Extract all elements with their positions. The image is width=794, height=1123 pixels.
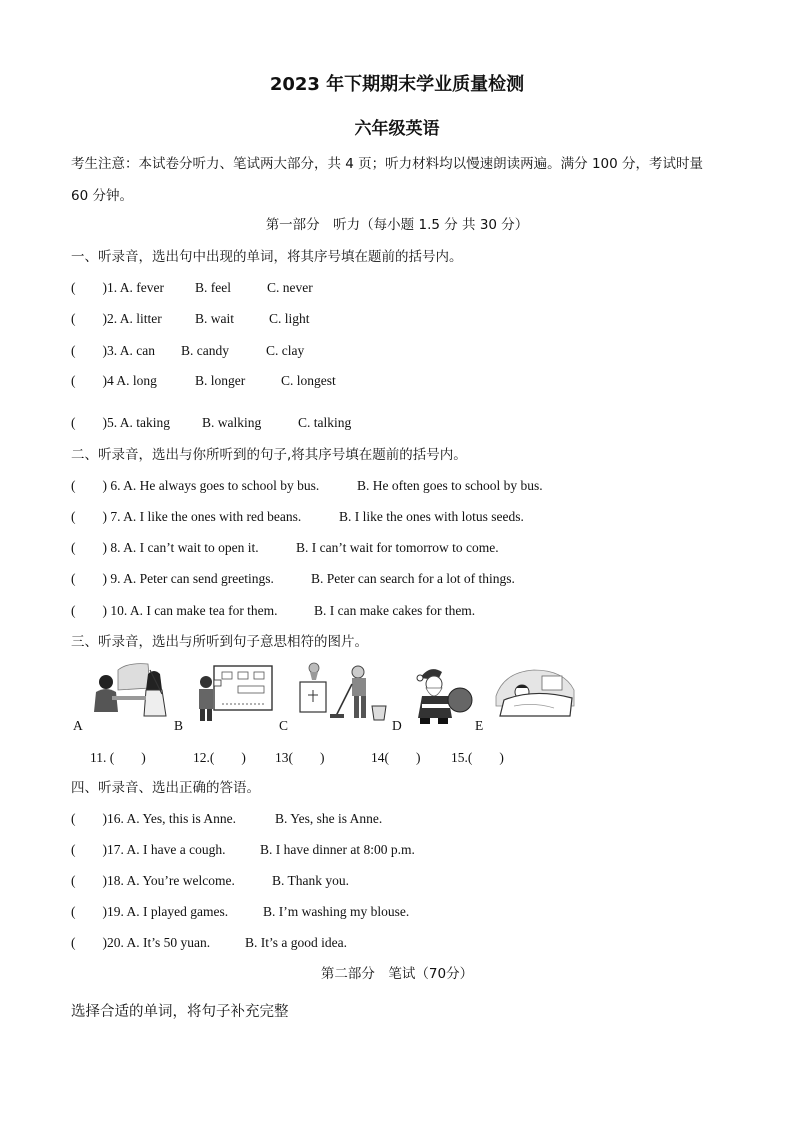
section2-heading: 二、听录音，选出与你所听到的句子,将其序号填在题前的括号内。: [71, 447, 467, 463]
picture-letter: C: [279, 718, 289, 733]
question-option-c: C. talking: [298, 415, 352, 430]
section4-heading: 四、听录音、选出正确的答语。: [71, 780, 260, 796]
page-title: 2023 年下期期末学业质量检测: [269, 74, 525, 95]
question-option-c: C. longest: [281, 373, 336, 388]
question-option-b: B. I’m washing my blouse.: [263, 904, 410, 919]
answer-blank: 11. ( ): [90, 750, 146, 765]
question-option-b: B. Thank you.: [272, 873, 349, 888]
question-option-b: B. candy: [181, 343, 229, 358]
question-row: [71, 900, 409, 920]
question-row: [71, 505, 524, 525]
question-option-a: ( ) 8. A. I can’t wait to open it.: [71, 540, 259, 555]
question-option-a: ( )20. A. It’s 50 yuan.: [71, 935, 211, 950]
question-option-b: B. longer: [195, 373, 246, 388]
question-row: [71, 307, 310, 327]
question-row: [71, 807, 382, 827]
picture-c-person-mopping: [296, 660, 390, 724]
question-option-a: ( ) 9. A. Peter can send greetings.: [71, 571, 274, 586]
question-option-b: B. wait: [195, 311, 234, 326]
answer-blank: 15.( ): [451, 750, 504, 765]
question-option-c: C. never: [267, 280, 313, 295]
question-row: [71, 536, 499, 556]
picture-e-child-in-bed: [494, 666, 576, 722]
question-row: [71, 339, 304, 359]
question-option-a: ( )18. A. You’re welcome.: [71, 873, 235, 888]
question-option-b: B. walking: [202, 415, 262, 430]
section3-heading: 三、听录音，选出与所听到句子意思相符的图片。: [71, 634, 368, 650]
question-option-a: ( ) 6. A. He always goes to school by bus.: [71, 478, 320, 493]
part2-heading: 第二部分 笔试（70分）: [320, 966, 474, 982]
answer-blank: 13( ): [275, 750, 325, 765]
question-option-b: B. Peter can search for a lot of things.: [311, 571, 515, 586]
question-option-b: B. He often goes to school by bus.: [357, 478, 543, 493]
question-option-b: B. I can make cakes for them.: [314, 603, 476, 618]
question-row: [71, 276, 313, 296]
question-option-a: ( )3. A. can: [71, 343, 155, 358]
question-option-b: B. feel: [195, 280, 231, 295]
part1-heading: 第一部分 听力（每小题 1.5 分 共 30 分）: [265, 217, 529, 233]
question-option-a: ( )19. A. I played games.: [71, 904, 229, 919]
question-row: [71, 474, 543, 494]
question-row: [71, 869, 349, 889]
question-option-a: ( )4 A. long: [71, 373, 157, 388]
question-option-a: ( )1. A. fever: [71, 280, 164, 295]
question-row: [71, 411, 351, 431]
question-option-b: B. It’s a good idea.: [245, 935, 347, 950]
question-option-a: ( ) 7. A. I like the ones with red beans.: [71, 509, 302, 524]
notice-line-1: 考生注意：本试卷分听力、笔试两大部分，共 4 页；听力材料均以慢速朗读两遍。满分 100 分，考试时量: [71, 156, 704, 172]
question-option-b: B. I can’t wait for tomorrow to come.: [296, 540, 499, 555]
question-option-a: ( )5. A. taking: [71, 415, 170, 430]
picture-letter: B: [174, 718, 184, 733]
notice-line-2: 60 分钟。: [71, 188, 133, 204]
picture-b-child-at-board: [196, 664, 276, 724]
answer-blank: 12.( ): [193, 750, 246, 765]
question-option-b: B. I like the ones with lotus seeds.: [339, 509, 524, 524]
question-row: [71, 599, 475, 619]
picture-letter: E: [475, 718, 484, 733]
question-option-a: ( )2. A. litter: [71, 311, 162, 326]
question-row: [71, 567, 515, 587]
answer-blank: 14( ): [371, 750, 421, 765]
picture-a-people-talking: [88, 660, 170, 722]
picture-letter: A: [73, 718, 83, 733]
picture-d-santa-claus: [408, 664, 476, 726]
question-option-c: C. light: [269, 311, 310, 326]
question-option-b: B. Yes, she is Anne.: [275, 811, 383, 826]
question-row: [71, 838, 415, 858]
instruction-line: 选择合适的单词，将句子补充完整: [71, 1004, 289, 1020]
page-subtitle: 六年级英语: [354, 119, 440, 139]
question-option-c: C. clay: [266, 343, 305, 358]
question-option-a: ( )17. A. I have a cough.: [71, 842, 226, 857]
section1-heading: 一、听录音，选出句中出现的单词，将其序号填在题前的括号内。: [71, 249, 463, 265]
question-option-a: ( )16. A. Yes, this is Anne.: [71, 811, 237, 826]
question-row: [71, 369, 336, 389]
picture-letter: D: [392, 718, 402, 733]
question-option-b: B. I have dinner at 8:00 p.m.: [260, 842, 415, 857]
question-option-a: ( ) 10. A. I can make tea for them.: [71, 603, 278, 618]
question-row: [71, 931, 347, 951]
